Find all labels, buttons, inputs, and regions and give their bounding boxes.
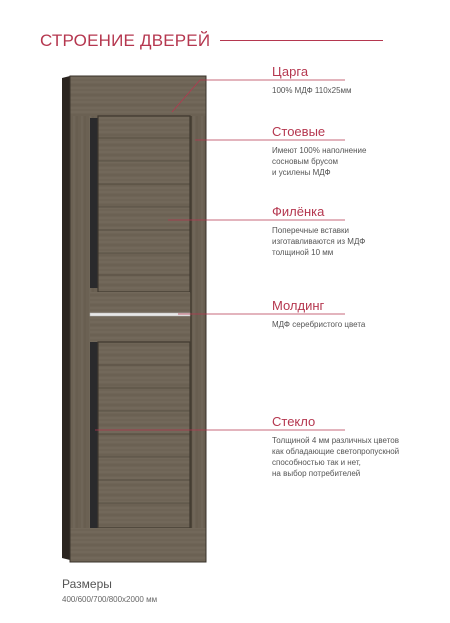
molding xyxy=(90,313,190,316)
upper-panel xyxy=(98,116,190,292)
door-edge xyxy=(62,76,70,560)
callout-filenka xyxy=(272,204,444,258)
callout-title: Стекло xyxy=(272,414,316,429)
callout-description: Имеют 100% наполнение сосновым брусом и усилены МДФ xyxy=(272,146,367,177)
bottom-rail xyxy=(70,528,206,562)
callout-description: Поперечные вставки изготавливаются из МДФ толщиной 10 мм xyxy=(272,226,366,257)
callout-description: 100% МДФ 110х25мм xyxy=(272,86,352,95)
right-stile xyxy=(190,116,206,562)
callout-stoevye xyxy=(272,124,444,178)
lower-panel xyxy=(98,342,190,528)
sizes-block xyxy=(62,577,157,604)
callout-description: МДФ серебристого цвета xyxy=(272,320,366,329)
callout-title: Стоевые xyxy=(272,124,326,139)
left-stile xyxy=(70,116,90,562)
callout-title: Молдинг xyxy=(272,298,325,313)
callout-molding xyxy=(272,298,444,330)
callout-title: Царга xyxy=(272,64,309,79)
callout-tsarga xyxy=(272,64,444,96)
middle-rail xyxy=(90,292,190,342)
page-title: СТРОЕНИЕ ДВЕРЕЙ xyxy=(40,31,211,50)
callout-description: Толщиной 4 мм различных цветов как обладающие светопропускной способностью так и нет, на выбор потребителей xyxy=(272,436,400,478)
glass-strip-top xyxy=(90,118,98,288)
glass-strip-bottom xyxy=(90,342,98,528)
sizes-title: Размеры xyxy=(62,577,112,591)
callout-title: Филёнка xyxy=(272,204,325,219)
callout-steklo xyxy=(272,414,444,479)
sizes-value: 400/600/700/800х2000 мм xyxy=(62,595,158,604)
